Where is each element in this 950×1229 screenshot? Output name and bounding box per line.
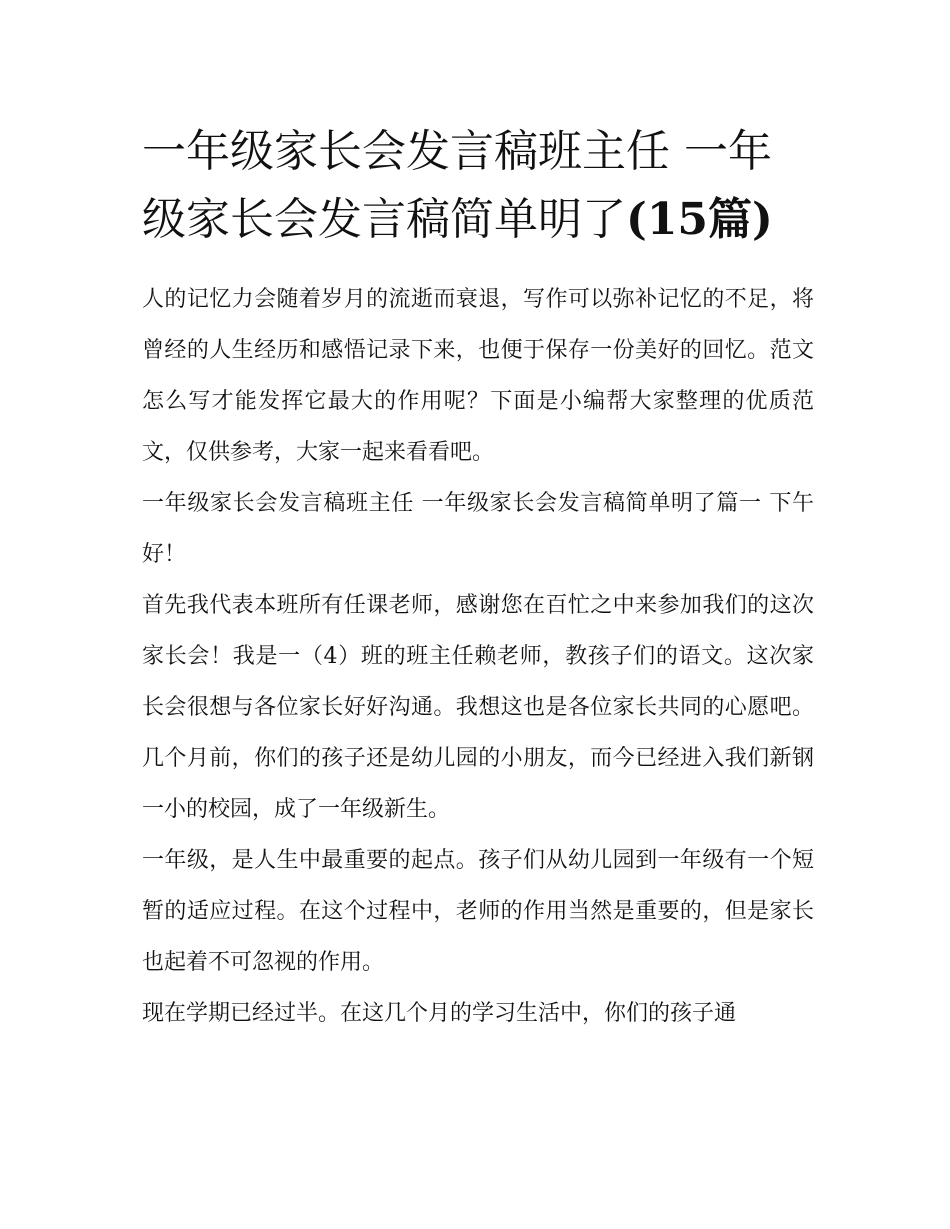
body-paragraph: 一年级，是人生中最重要的起点。孩子们从幼儿园到一年级有一个短暂的适应过程。在这个过程中，老师的作用当然是重要的，但是家长也起着不可忽视的作用。 bbox=[142, 848, 814, 975]
document-title bbox=[142, 118, 814, 254]
section-heading-paragraph: 一年级家长会发言稿班主任 一年级家长会发言稿简单明了篇一 下午好！ bbox=[142, 491, 814, 567]
document-title-suffix: (15篇) bbox=[626, 194, 773, 245]
body-paragraph: 现在学期已经过半。在这几个月的学习生活中，你们的孩子通 bbox=[142, 1001, 737, 1026]
intro-paragraph: 人的记忆力会随着岁月的流逝而衰退，写作可以弥补记忆的不足，将曾经的人生经历和感悟记录下来，也便于保存一份美好的回忆。范文怎么写才能发挥它最大的作用呢？下面是小编帮大家整理的优质范文，仅供参考，大家一起来看看吧。 bbox=[142, 287, 814, 465]
document-page bbox=[142, 118, 814, 1039]
document-title-main: 一年级家长会发言稿班主任 一年级家长会发言稿简单明了 bbox=[142, 126, 772, 245]
body-paragraph: 首先我代表本班所有任课老师，感谢您在百忙之中来参加我们的这次家长会！我是一（4）班的班主任赖老师，教孩子们的语文。这次家长会很想与各位家长好好沟通。我想这也是各位家长共同的心愿吧。几个月前，你们的孩子还是幼儿园的小朋友，而今已经进入我们新钢一小的校园，成了一年级新生。 bbox=[142, 593, 814, 822]
